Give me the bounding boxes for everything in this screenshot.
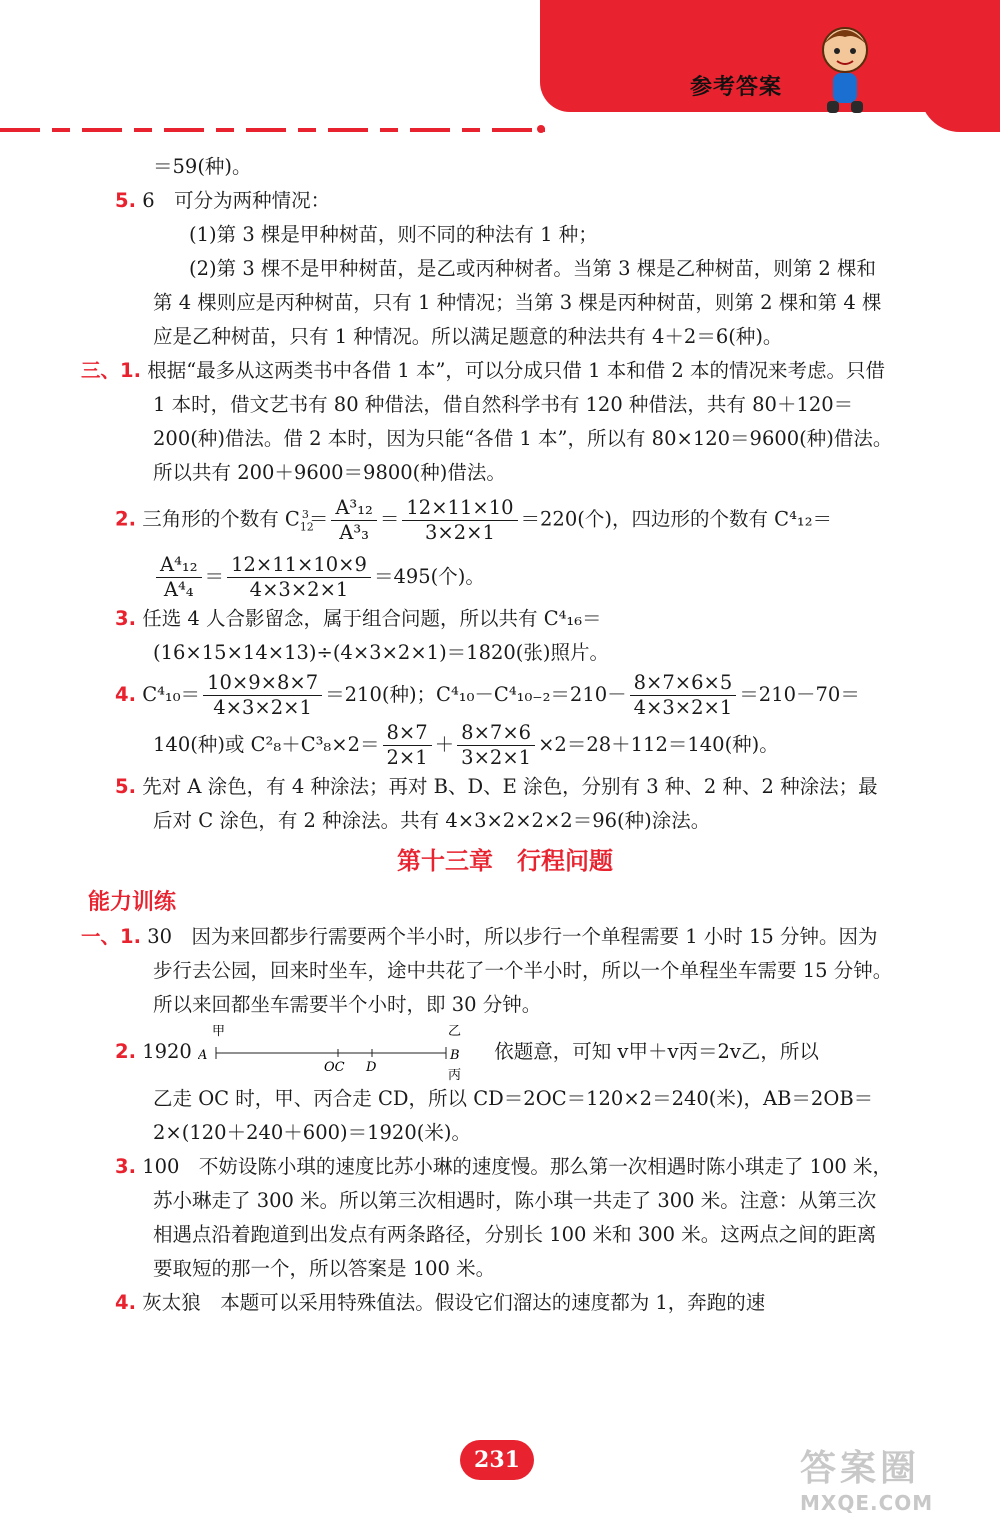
answer-item xyxy=(115,602,895,670)
watermark xyxy=(800,1440,990,1520)
item-text: 先对 A 涂色，有 4 种涂法；再对 B、D、E 涂色，分别有 3 种、2 种、2 种涂法；最后对 C 涂色，有 2 种涂法。共有 4×3×2×2×2＝96(种)涂法。 xyxy=(142,775,878,833)
fraction: $\frac{10\times 9\times 8\times 7}{4\times 3\times 2\times 1}$ xyxy=(203,671,322,720)
item-number: 2. xyxy=(115,1040,136,1064)
item-text: 根据“最多从这两类书中各借 1 本”，可以分成只借 1 本和借 2 本的情况来考虑。只借 1 本时，借文艺书有 80 种借法，借自然科学书有 120 种借法，共有 80＋120＝200(种)借法。借 2 本时，因为只能“各借 1 本”，所以有 80×120＝9600(种)借法。所以共有 200＋9600＝9800(种)借法。 xyxy=(147,359,893,484)
item-text: 依题意，可知 v甲＋v丙＝2v乙，所以 xyxy=(494,1040,819,1064)
chapter-title: 第十三章 行程问题 xyxy=(397,847,613,876)
item-number: 4. xyxy=(115,1291,136,1315)
answer-item-cont: $\frac{\text{A⁴₁₂}}{\text{A⁴₄}}$ ＝ $\frac{12\times 11\times 10\times 9}{4\times 3\times 2\times 1}$ ＝495(个)。 xyxy=(115,552,895,602)
answer-content xyxy=(81,150,895,1320)
item-text: (1)第 3 棵是甲种树苗，则不同的种法有 1 种； xyxy=(189,223,598,246)
item-number: 5. xyxy=(115,189,136,212)
diagram-label: D xyxy=(366,1059,377,1075)
fraction: $\frac{\text{A⁴₁₂}}{\text{A⁴₄}}$ xyxy=(156,553,202,602)
item-text: 6 可分为两种情况： xyxy=(142,189,331,212)
watermark-url: MXQE.COM xyxy=(800,1491,934,1515)
fraction: $\frac{8\times 7}{2\times 1}$ xyxy=(383,721,432,770)
answer-item xyxy=(115,1286,895,1320)
item-text: ＝210－70＝ xyxy=(739,683,860,707)
diagram-label: A xyxy=(198,1047,208,1063)
answer-item xyxy=(115,770,895,838)
route-diagram xyxy=(198,1025,478,1081)
item-text: 1920 xyxy=(142,1040,192,1064)
item-number: 3. xyxy=(115,1155,136,1179)
watermark-text: 答案圈 xyxy=(800,1448,921,1489)
diagram-label: OC xyxy=(324,1059,345,1075)
diagram-label: 乙 xyxy=(448,1024,462,1039)
answer-item: 2. 三角形的个数有 $C_{12}^3=$ $\frac{\text{A³₁₂}}{\text{A³₃}}$ ＝ $\frac{12\times 11\times 10}{3\times 2\times 1}$ ＝220(个)，四边形的个数有 C⁴₁₂＝ xyxy=(115,495,833,544)
item-number: 一、1. xyxy=(81,925,141,949)
text-line: ＝59(种)。 xyxy=(153,155,252,178)
header-title: 参考答案 xyxy=(690,75,783,100)
answer-item xyxy=(115,184,895,218)
page-number: 231 xyxy=(460,1440,534,1480)
item-number: 三、1. xyxy=(81,359,141,382)
item-number: 3. xyxy=(115,607,136,631)
item-text: 任选 4 人合影留念，属于组合问题，所以共有 C⁴₁₆＝(16×15×14×13)÷(4×3×2×1)＝1820(张)照片。 xyxy=(142,607,610,665)
item-text: ＝220(个)，四边形的个数有 C⁴₁₂＝ xyxy=(520,507,833,531)
item-text: C⁴₁₀＝ xyxy=(142,683,201,707)
item-text: 140(种)或 C²₈＋C³₈×2＝ xyxy=(153,733,380,757)
fraction: $\frac{12\times 11\times 10}{3\times 2\times 1}$ xyxy=(402,496,517,545)
mascot-icon xyxy=(805,15,885,115)
fraction: $\frac{8\times 7\times 6\times 5}{4\times 3\times 2\times 1}$ xyxy=(630,671,737,720)
fraction: $\frac{\text{A³₁₂}}{\text{A³₃}}$ xyxy=(331,496,377,545)
answer-item xyxy=(115,670,895,720)
header-rule xyxy=(0,128,545,132)
answer-item xyxy=(115,1150,895,1286)
item-text: 12 xyxy=(299,520,314,534)
answer-item xyxy=(81,920,895,1022)
header-rule-dot xyxy=(537,125,545,133)
item-text: (2)第 3 棵不是甲种树苗，是乙或丙种树者。当第 3 棵是乙种树苗，则第 2 棵和第 4 棵则应是丙种树苗，只有 1 种情况；当第 3 棵是丙种树苗，则第 2 棵和第 4 棵应是乙种树苗，只有 1 种情况。所以满足题意的种法共有 4＋2＝6(种)。 xyxy=(153,257,882,348)
item-text: 100 不妨设陈小琪的速度比苏小琳的速度慢。那么第一次相遇时陈小琪走了 100 米，苏小琳走了 300 米。所以第三次相遇时，陈小琪一共走了 300 米。注意：从第三次相遇点沿着跑道到出发点有两条路径，分别长 100 米和 300 米。这两点之间的距离要取短的那一个，所以答案是 100 米。 xyxy=(142,1155,893,1281)
item-number: 4. xyxy=(115,683,136,707)
item-text: 三角形的个数有 C xyxy=(142,507,300,531)
answer-item xyxy=(81,354,895,490)
item-number: 2. xyxy=(115,507,136,531)
answer-item-cont: 140(种)或 C²₈＋C³₈×2＝ $\frac{8\times 7}{2\times 1}$ ＋ $\frac{8\times 7\times 6}{3\times 2\times 1}$ ×2＝28＋112＝140(种)。 xyxy=(153,721,779,770)
diagram-label: 甲 xyxy=(212,1024,226,1039)
fraction: $\frac{12\times 11\times 10\times 9}{4\times 3\times 2\times 1}$ xyxy=(227,553,371,602)
diagram-label: 丙 xyxy=(448,1067,462,1081)
answer-item xyxy=(115,1022,895,1082)
item-text: 乙走 OC 时，甲、丙合走 CD，所以 CD＝2OC＝120×2＝240(米)，AB＝2OB＝2×(120＋240＋600)＝1920(米)。 xyxy=(153,1087,874,1145)
fraction: $\frac{8\times 7\times 6}{3\times 2\times 1}$ xyxy=(457,721,535,770)
item-text: ＝210(种)；C⁴₁₀－C⁴₁₀₋₂＝210－ xyxy=(325,683,627,707)
item-text: 3 xyxy=(301,508,309,521)
item-text: ×2＝28＋112＝140(种)。 xyxy=(538,733,779,757)
item-number: 5. xyxy=(115,775,136,799)
diagram-label: B xyxy=(450,1047,460,1063)
section-title: 能力训练 xyxy=(88,890,177,916)
item-text: 30 因为来回都步行需要两个半小时，所以步行一个单程需要 1 小时 15 分钟。因为步行去公园，回来时坐车，途中共花了一个半小时，所以一个单程坐车需要 15 分钟。所以来回都坐车需要半个小时，即 30 分钟。 xyxy=(147,925,893,1017)
item-text: 灰太狼 本题可以采用特殊值法。假设它们溜达的速度都为 1，奔跑的速 xyxy=(142,1291,766,1315)
item-text: ＝495(个)。 xyxy=(373,565,485,589)
